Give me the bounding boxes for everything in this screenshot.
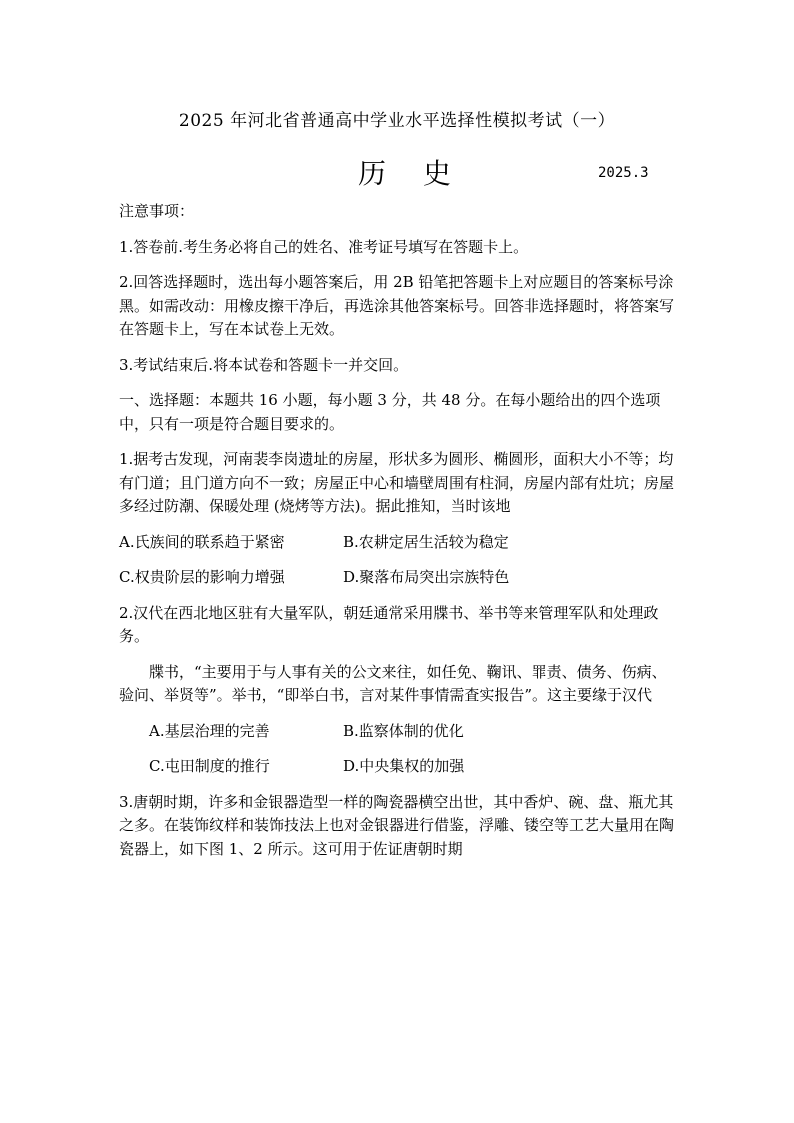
question-2-option-a: A.基层治理的完善 <box>149 721 270 740</box>
exam-date: 2025.3 <box>598 165 649 181</box>
question-2-stem: 2.汉代在西北地区驻有大量军队，朝廷通常采用牒书、举书等来管理军队和处理政务。 <box>119 603 659 645</box>
question-1-option-c: C.权贵阶层的影响力增强 <box>119 568 285 586</box>
notice-item-2: 2.回答选择题时，选出每小题答案后，用 2B 铅笔把答题卡上对应题目的答案标号涂黑。如需改动：用橡皮擦干净后，再选涂其他答案标号。回答非选择题时，将答案写在答题卡上，写在本试卷上无效。 <box>119 273 675 338</box>
notice-item-1: 1.答卷前.考生务必将自己的姓名、准考证号填写在答题卡上。 <box>119 237 529 256</box>
question-2-option-d: D.中央集权的加强 <box>343 757 465 775</box>
question-2-option-c: C.屯田制度的推行 <box>149 757 270 775</box>
exam-content <box>119 200 679 873</box>
exam-title: 2025 年河北省普通高中学业水平选择性模拟考试（一） <box>178 111 616 131</box>
question-1-option-b: B.农耕定居生活较为稳定 <box>343 532 509 551</box>
question-1-stem: 1.据考古发现，河南裴李岗遗址的房屋，形状多为圆形、椭圆形，面积大小不等；均有门道；且门道方向不一致；房屋正中心和墙壁周围有柱洞，房屋内部有灶坑；房屋多经过防潮、保暖处理 (烧烤等方法)。据此推知，当时该地 <box>119 450 675 515</box>
question-2-options-row-2 <box>119 755 679 779</box>
question-1-options-row-1 <box>119 531 679 555</box>
question-1-option-a: A.氏族间的联系趋于紧密 <box>119 532 285 551</box>
question-1-options-row-2 <box>119 566 679 590</box>
section-intro: 一、选择题：本题共 16 小题，每小题 3 分，共 48 分。在每小题给出的四个选项中，只有一项是符合题目要求的。 <box>119 391 661 433</box>
notice-heading: 注意事项： <box>119 202 195 220</box>
question-3-stem: 3.唐朝时期，许多和金银器造型一样的陶瓷器横空出世，其中香炉、碗、盘、瓶尤其之多。在装饰纹样和装饰技法上也对金银器进行借鉴，浮雕、镂空等工艺大量用在陶瓷器上，如下图 1、2 所示。这可用于佐证唐朝时期 <box>119 792 675 858</box>
notice-item-3: 3.考试结束后.将本试卷和答题卡一并交回。 <box>119 355 409 374</box>
question-2-option-b: B.监察体制的优化 <box>343 721 464 740</box>
question-2-options-row-1 <box>119 720 679 744</box>
subject-title: 历 史 <box>358 157 465 190</box>
question-2-material: 牒书，“主要用于与人事有关的公文来往，如任免、鞠讯、罪责、债务、伤病、验问、举贤等”。举书，“即举白书，言对某件事情需査实报告”。这主要缘于汉代 <box>119 662 667 704</box>
question-1-option-d: D.聚落布局突出宗族特色 <box>343 568 510 586</box>
